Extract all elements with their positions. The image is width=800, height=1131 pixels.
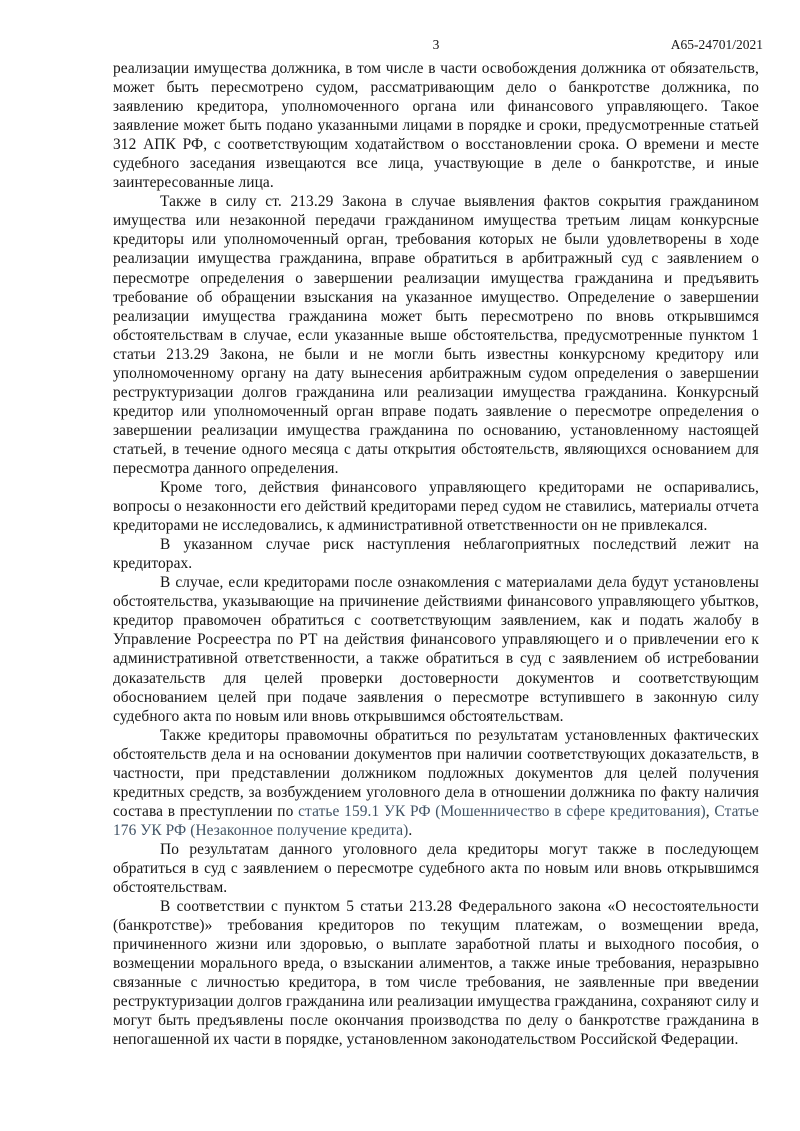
paragraph-text: . [408, 821, 413, 839]
statute-link: Статье 176 УК РФ (Незаконное получение кредита) [113, 802, 759, 839]
paragraph [113, 192, 759, 478]
statute-link: статье 159.1 УК РФ (Мошенничество в сфере кредитования) [298, 802, 706, 820]
paragraph-text: В указанном случае риск наступления неблагоприятных последствий лежит на кредиторах. [113, 536, 759, 573]
paragraph [113, 726, 759, 840]
paragraph [113, 840, 759, 897]
paragraph [113, 59, 759, 192]
paragraph-text: Кроме того, действия финансового управляющего кредиторами не оспаривались, вопросы о незаконности его действий кредиторами перед судом не ставились, материалы отчета кредиторами не исследовались, к административной ответственности он не привлекался. [113, 479, 759, 535]
paragraph-text: В случае, если кредиторами после ознакомления с материалами дела будут установлены обстоятельства, указывающие на причинение действиями финансового управляющего убытков, кредитор правомочен обратиться с соответствующим заявлением, как и подать жалобу в Управление Росреестра по РТ на действия финансового управляющего и о привлечении его к административной ответственности, а также обратиться в суд с заявлением об истребовании доказательств для целей проверки достоверности документов и соответствующим обоснованием целей при подаче заявления о пересмотре вступившего в законную силу судебного акта по новым или вновь открывшимся обстоятельствам. [113, 574, 759, 725]
paragraph-text: , [705, 802, 715, 820]
paragraph-text: реализации имущества должника, в том числе в части освобождения должника от обязательств, может быть пересмотрено судом, рассматривающим дело о банкротстве должника, по заявлению кредитора, уполномоченного органа или финансового управляющего. Такое заявление может быть подано указанными лицами в порядке и сроки, предусмотренные статьей 312 АПК РФ, с соответствующим ходатайством о восстановлении срока. О времени и месте судебного заседания извещаются все лица, участвующие в деле о банкротстве, и иные заинтересованные лица. [113, 60, 759, 192]
case-number: А65-24701/2021 [670, 37, 763, 52]
paragraph [113, 535, 759, 573]
paragraph [113, 897, 759, 1049]
paragraph-text: В соответствии с пунктом 5 статьи 213.28 Федерального закона «О несостоятельности (банкротстве)» требования кредиторов по текущим платежам, о возмещении вреда, причиненного жизни или здоровью, о выплате заработной платы и выходного пособия, о возмещении морального вреда, о взыскании алиментов, а также иные требования, неразрывно связанные с личностью кредитора, в том числе требования, не заявленные при введении реструктуризации долгов гражданина или реализации имущества гражданина, сохраняют силу и могут быть предъявлены после окончания производства по делу о банкротстве гражданина в непогашенной их части в порядке, установленном законодательством Российской Федерации. [113, 898, 759, 1049]
document-body [113, 59, 759, 1049]
page-header [113, 37, 763, 55]
page-number: 3 [432, 37, 440, 52]
paragraph-text: Также в силу ст. 213.29 Закона в случае выявления фактов сокрытия гражданином имущества или незаконной передачи гражданином имущества третьим лицам конкурсные кредиторы или уполномоченный орган, требования которых не были удовлетворены в ходе реализации имущества гражданина, вправе обратиться в арбитражный суд с заявлением о пересмотре определения о завершении реализации имущества гражданина и предъявить требование об обращении взыскания на указанное имущество. Определение о завершении реализации имущества гражданина может быть пересмотрено по вновь открывшимся обстоятельствам в случае, если указанные выше обстоятельства, предусмотренные пунктом 1 статьи 213.29 Закона, не были и не могли быть известны конкурсному кредитору или уполномоченному органу на дату вынесения арбитражным судом определения о завершении реструктуризации долгов гражданина или реализации имущества гражданина. Конкурсный кредитор или уполномоченный орган вправе подать заявление о пересмотре определения о завершении реализации имущества гражданина по основанию, установленному настоящей статьей, в течение одного месяца с даты открытия обстоятельств, являющихся основанием для пересмотра данного определения. [113, 193, 759, 477]
paragraph-text: Также кредиторы правомочны обратиться по результатам установленных фактических обстоятельств дела и на основании документов при наличии соответствующих доказательств, в частности, при представлении должником подложных документов для целей получения кредитных средств, за возбуждением уголовного дела в отношении должника по факту наличия состава в преступлении по [113, 726, 759, 820]
paragraph [113, 573, 759, 725]
paragraph [113, 478, 759, 535]
paragraph-text: По результатам данного уголовного дела кредиторы могут также в последующем обратиться в суд с заявлением о пересмотре судебного акта по новым или вновь открывшимся обстоятельствам. [113, 840, 759, 897]
